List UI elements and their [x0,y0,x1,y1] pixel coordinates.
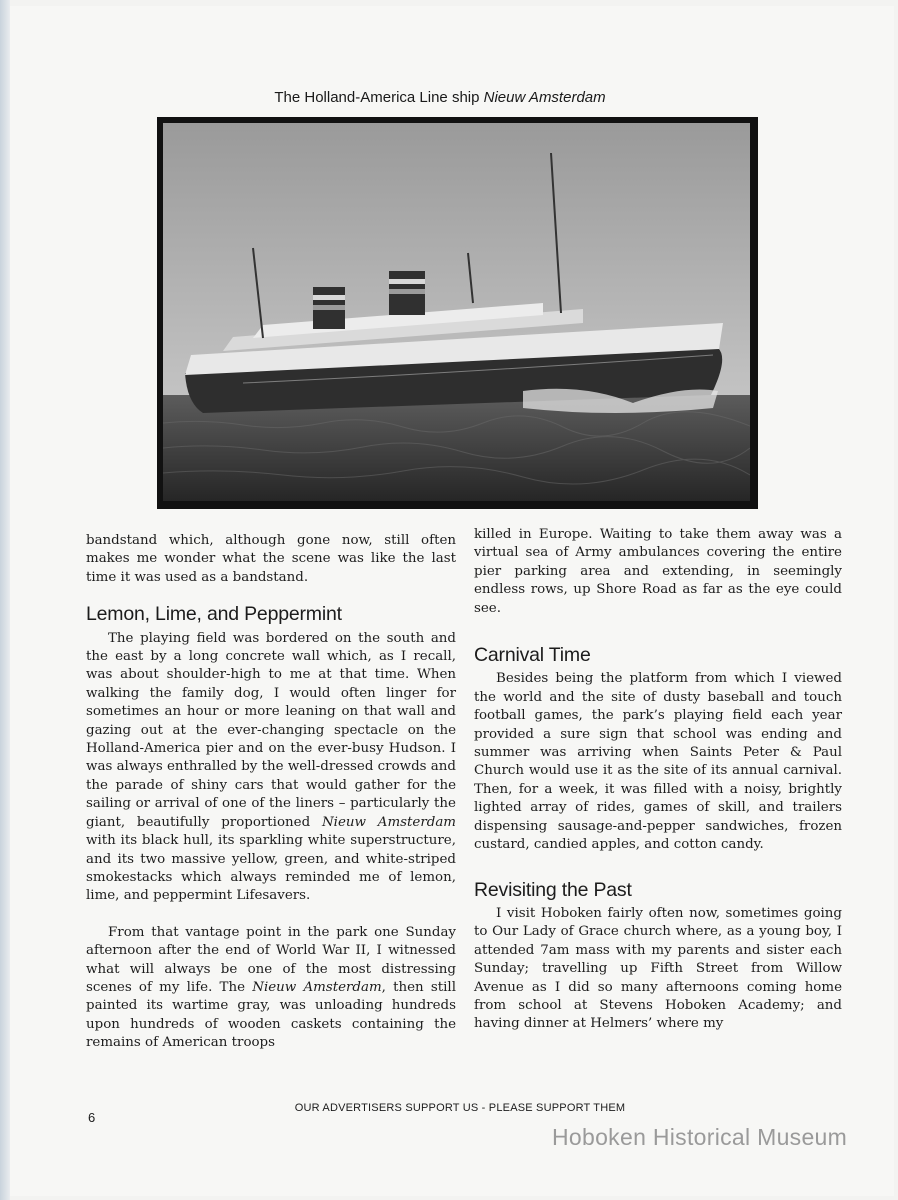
page-number: 6 [88,1110,96,1125]
right-column [474,526,842,1034]
carnival-paragraph: Besides being the platform from which I viewed the world and the site of dusty baseball and touch football games, the park’s playing field each year provided a sure sign that school was ending and summer was arriving when Saints Peter & Paul Church would use it as the site of its annual carnival. Then, for a week, it was filled with a noisy, brightly lighted array of rides, games of skill, and trailers dispensing sausage-and-pepper sandwiches, frozen custard, candied apples, and cotton candy. [474,671,842,853]
ambulances-paragraph: killed in Europe. Waiting to take them away was a virtual sea of Army ambulances covering the entire pier parking area and extending, in seemingly endless rows, up Shore Road as far as the eye could see. [474,527,842,616]
page-edge-shadow [0,0,10,1200]
heading-revisiting-the-past: Revisiting the Past [474,878,632,901]
caption-ship-name: Nieuw Amsterdam [483,89,606,106]
advertisers-support-line: OUR ADVERTISERS SUPPORT US - PLEASE SUPPORT THEM [294,1102,626,1114]
vantage-point-paragraph: From that vantage point in the park one Sunday afternoon after the end of World War II, I witnessed what will always be one of the most distressing scenes of my life. The Nieuw Amsterdam, then still painted its wartime gray, was unloading hundreds upon hundreds of wooden caskets containing the remains of American troops [86,924,456,1051]
playing-field-paragraph: The playing field was bordered on the south and the east by a long concrete wall which, as I recall, was about shoulder-high to me at that time. When walking the family dog, I would often linger for sometimes an hour or more leaning on that wall and gazing out at the ever-changing spectacle on the Holland-America pier and on the ever-busy Hudson. I was always enthralled by the well-dressed crowds and the parade of shiny cars that would gather for the sailing or arrival of one of the liners – particularly the giant, beautifully proportioned Nieuw Amsterdam with its black hull, its sparkling white superstructure, and its two massive yellow, green, and white-striped smokestacks which always reminded me of lemon, lime, and peppermint Lifesavers. [86,630,457,904]
ship-photograph [157,117,758,509]
heading-lemon-lime-peppermint: Lemon, Lime, and Peppermint [86,603,342,626]
photo-caption [160,89,720,106]
ship-photo-illustration [163,123,750,501]
museum-watermark: Hoboken Historical Museum [552,1124,848,1150]
revisiting-paragraph: I visit Hoboken fairly often now, sometimes going to Our Lady of Grace church where, as a young boy, I attended 7am mass with my parents and sister each Sunday; travelling up Fifth Street from Willow Avenue as I did so many afternoons coming home from school at Stevens Hoboken Academy; and having dinner at Helmers’ where my [474,905,842,1032]
left-column [86,532,456,1053]
intro-paragraph: bandstand which, although gone now, still often makes me wonder what the scene was like the last time it was used as a bandstand. [86,533,456,585]
heading-carnival-time: Carnival Time [474,644,591,667]
caption-prefix: The Holland-America Line ship [274,89,484,106]
